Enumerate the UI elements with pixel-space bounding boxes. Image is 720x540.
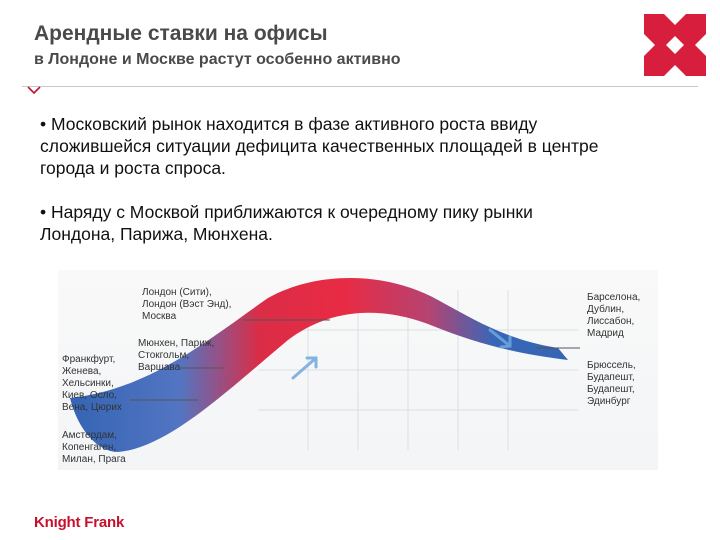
label-falling-markets: Барселона, Дублин, Лиссабон, Мадрид [587, 292, 641, 339]
bullet-list [40, 113, 690, 267]
label-peak-markets: Лондон (Сити), Лондон (Вэст Энд), Москва [142, 287, 232, 322]
header-divider [22, 86, 698, 87]
label-bottom-markets: Амстердам, Копенгаген, Милан, Прага [62, 430, 126, 465]
bullet-line: сложившейся ситуации дефицита качественных площадей в центре [40, 136, 599, 156]
label-rising-markets: Мюнхен, Париж, Стокгольм, Варшава [138, 338, 215, 373]
bullet-line: города и роста спроса. [40, 158, 226, 178]
page-title: Арендные ставки на офисы [34, 22, 328, 45]
bullet-line: • Московский рынок находится в фазе активного роста ввиду [40, 114, 538, 134]
bullet-item [40, 201, 690, 245]
bullet-line: Лондона, Парижа, Мюнхена. [40, 224, 273, 244]
label-low-markets: Франкфурт, Женева, Хельсинки, Киев, Осло, Вена, Цюрих [62, 354, 122, 413]
page-subtitle: в Лондоне и Москве растут особенно активно [34, 51, 401, 68]
chevron-down-icon [27, 86, 41, 95]
brand-logo-mark [644, 14, 706, 76]
brand-wordmark: Knight Frank [34, 514, 125, 531]
bullet-line: • Наряду с Москвой приближаются к очередному пику рынки [40, 202, 533, 222]
market-cycle-diagram [58, 270, 658, 470]
label-trough-markets: Брюссель, Будапешт, Будапешт, Эдинбург [587, 360, 636, 407]
bullet-item [40, 113, 690, 179]
